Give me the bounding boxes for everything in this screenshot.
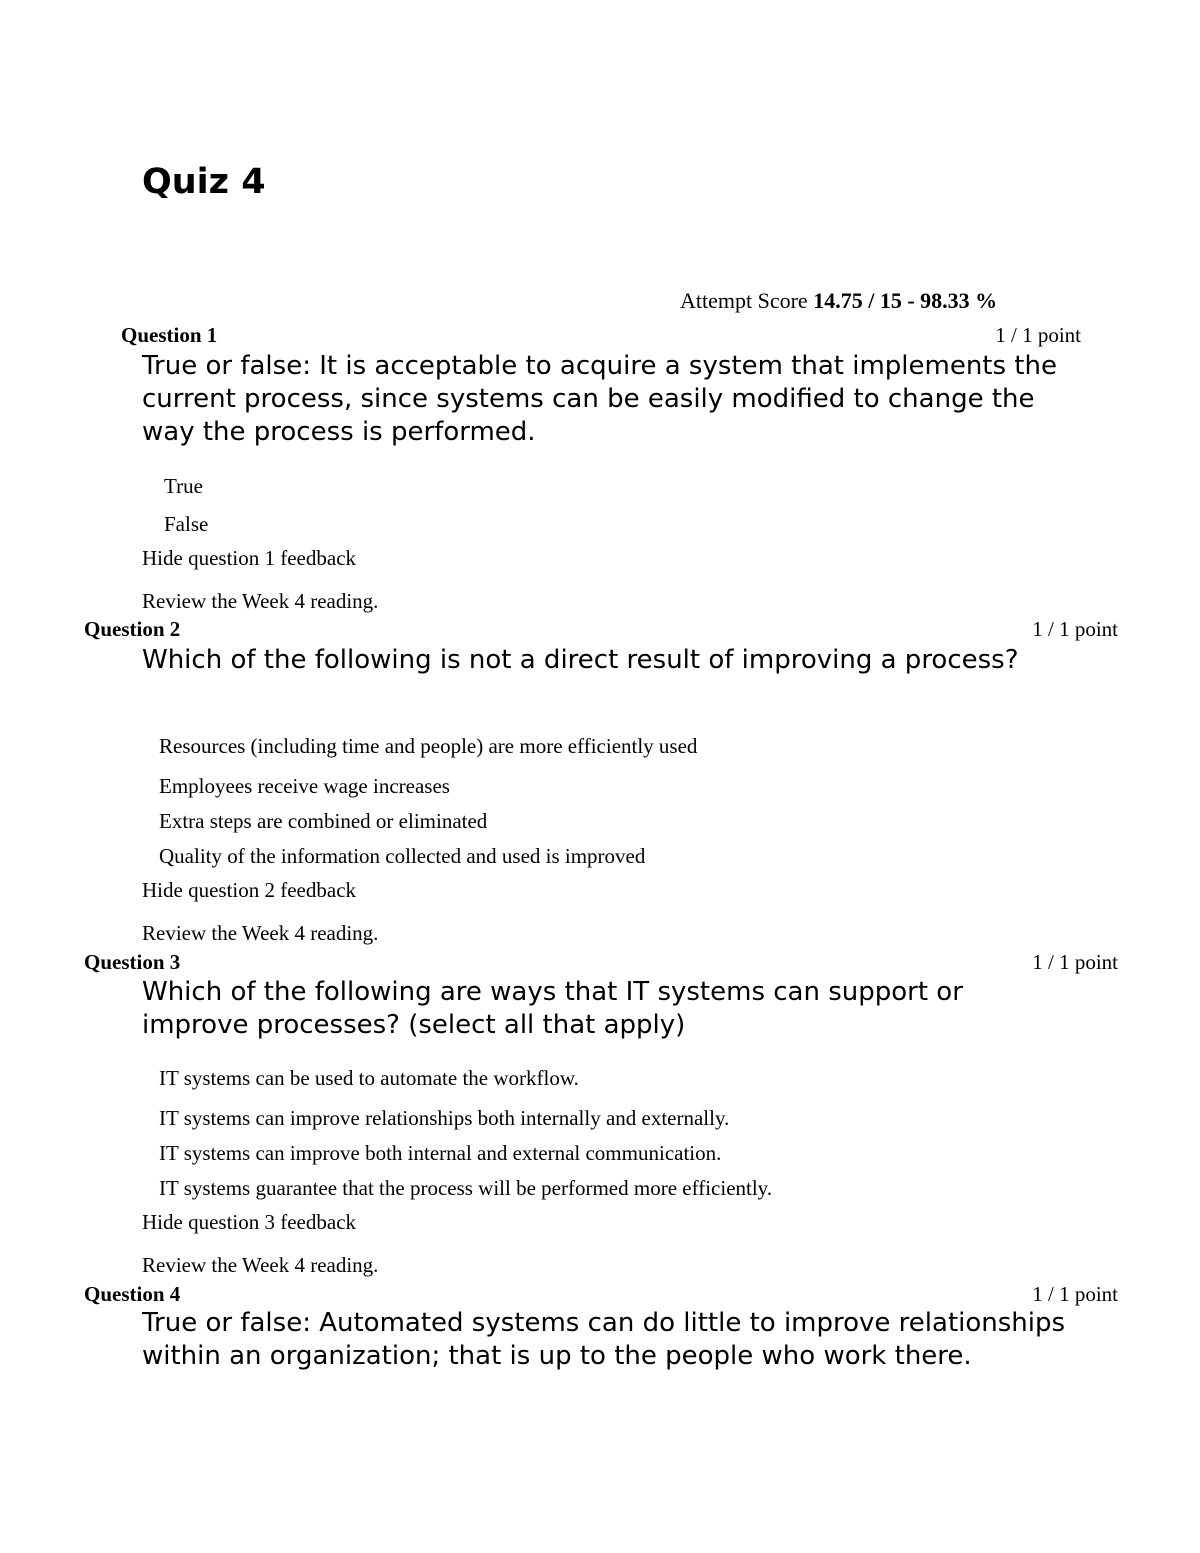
question-text: True or false: It is acceptable to acquire a system that implements the current process, since systems can be easily modified to change the way the process is performed. [142, 351, 1057, 447]
answer-option[interactable]: IT systems guarantee that the process will be performed more efficiently. [159, 1176, 773, 1200]
attempt-score [680, 288, 997, 314]
question-label: Question 4 [84, 1282, 181, 1306]
question-points: 1 / 1 point [1032, 617, 1118, 641]
feedback-text: Review the Week 4 reading. [142, 589, 379, 613]
answer-option[interactable]: Resources (including time and people) are more efficiently used [159, 734, 698, 758]
question-text: Which of the following is not a direct result of improving a process? [142, 645, 1019, 675]
hide-feedback-link[interactable]: Hide question 1 feedback [142, 546, 357, 570]
question-text: Which of the following are ways that IT systems can support or improve processes? (select all that apply) [142, 977, 963, 1040]
answer-option[interactable]: IT systems can improve both internal and external communication. [159, 1141, 722, 1165]
answer-option[interactable]: False [164, 512, 209, 536]
answer-option[interactable]: True [164, 474, 203, 498]
attempt-score-value: 14.75 / 15 - 98.33 % [813, 288, 998, 313]
hide-feedback-link[interactable]: Hide question 3 feedback [142, 1210, 357, 1234]
feedback-text: Review the Week 4 reading. [142, 921, 379, 945]
answer-option[interactable]: Quality of the information collected and used is improved [159, 844, 646, 868]
attempt-score-label: Attempt Score [680, 288, 808, 313]
page-title: Quiz 4 [142, 162, 266, 202]
question-label: Question 3 [84, 950, 181, 974]
answer-option[interactable]: IT systems can improve relationships both internally and externally. [159, 1106, 730, 1130]
question-label: Question 2 [84, 617, 181, 641]
answer-option[interactable]: IT systems can be used to automate the workflow. [159, 1066, 579, 1090]
question-text: True or false: Automated systems can do little to improve relationships within an organization; that is up to the people who work there. [142, 1308, 1066, 1371]
question-label: Question 1 [121, 323, 218, 347]
question-points: 1 / 1 point [1032, 950, 1118, 974]
question-points: 1 / 1 point [1032, 1282, 1118, 1306]
answer-option[interactable]: Extra steps are combined or eliminated [159, 809, 488, 833]
feedback-text: Review the Week 4 reading. [142, 1253, 379, 1277]
answer-option[interactable]: Employees receive wage increases [159, 774, 450, 798]
hide-feedback-link[interactable]: Hide question 2 feedback [142, 878, 357, 902]
question-points: 1 / 1 point [995, 323, 1081, 347]
